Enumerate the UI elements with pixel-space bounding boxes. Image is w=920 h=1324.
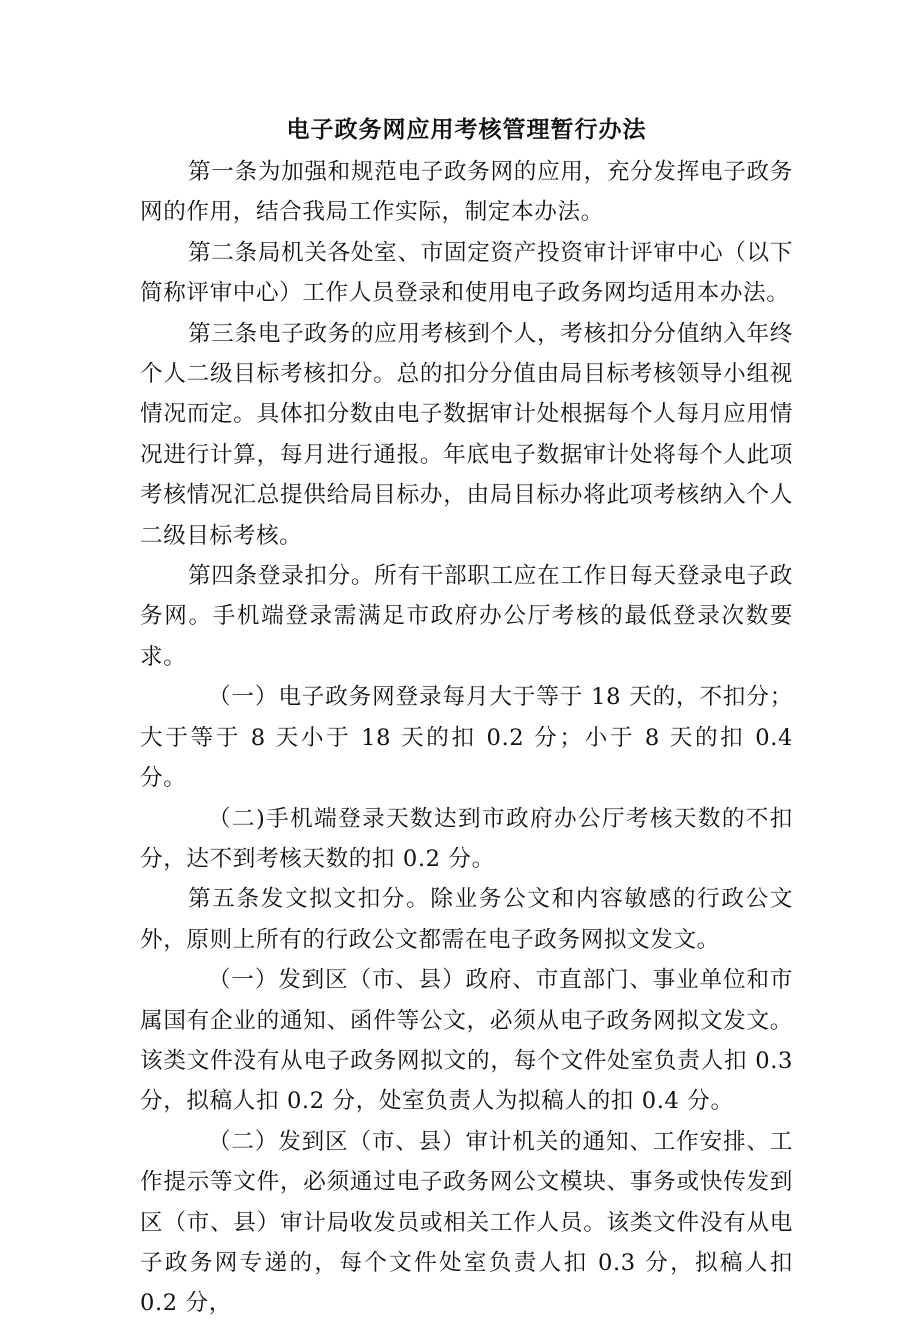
article-3: 第三条电子政务的应用考核到个人，考核扣分分值纳入年终个人二级目标考核扣分。总的扣分分值由局目标考核领导小组视情况而定。具体扣分数由电子数据审计处根据每个人每月应用情况进行计算，每月进行通报。年底电子数据审计处将每个人此项考核情况汇总提供给局目标办，由局目标办将此项考核纳入个人二级目标考核。	[140, 320, 793, 549]
document-page	[140, 112, 793, 1324]
article-5-item-2: （二）发到区（市、县）审计机关的通知、工作安排、工作提示等文件，必须通过电子政务网公文模块、事务或快传发到区（市、县）审计局收发员或相关工作人员。该类文件没有从电子政务网专递的，每个文件处室负责人扣 0.3 分，拟稿人扣 0.2 分，	[140, 1128, 793, 1317]
article-2: 第二条局机关各处室、市固定资产投资审计评审中心（以下简称评审中心）工作人员登录和使用电子政务网均适用本办法。	[140, 239, 793, 307]
article-4-item-1: （一）电子政务网登录每月大于等于 18 天的，不扣分；大于等于 8 天小于 18 天的扣 0.2 分；小于 8 天的扣 0.4 分。	[140, 684, 793, 792]
article-1: 第一条为加强和规范电子政务网的应用，充分发挥电子政务网的作用，结合我局工作实际，制定本办法。	[140, 159, 793, 226]
article-4: 第四条登录扣分。所有干部职工应在工作日每天登录电子政务网。手机端登录需满足市政府办公厅考核的最低登录次数要求。	[140, 563, 793, 670]
document-title: 电子政务网应用考核管理暂行办法	[286, 116, 647, 143]
article-4-item-2: （二)手机端登录天数达到市政府办公厅考核天数的不扣分，达不到考核天数的扣 0.2 分。	[140, 805, 793, 872]
article-5: 第五条发文拟文扣分。除业务公文和内容敏感的行政公文外，原则上所有的行政公文都需在电子政务网拟文发文。	[140, 886, 793, 953]
article-5-item-1: （一）发到区（市、县）政府、市直部门、事业单位和市属国有企业的通知、函件等公文，必须从电子政务网拟文发文。该类文件没有从电子政务网拟文的，每个文件处室负责人扣 0.3 分，拟稿人扣 0.2 分，处室负责人为拟稿人的扣 0.4 分。	[140, 967, 793, 1115]
